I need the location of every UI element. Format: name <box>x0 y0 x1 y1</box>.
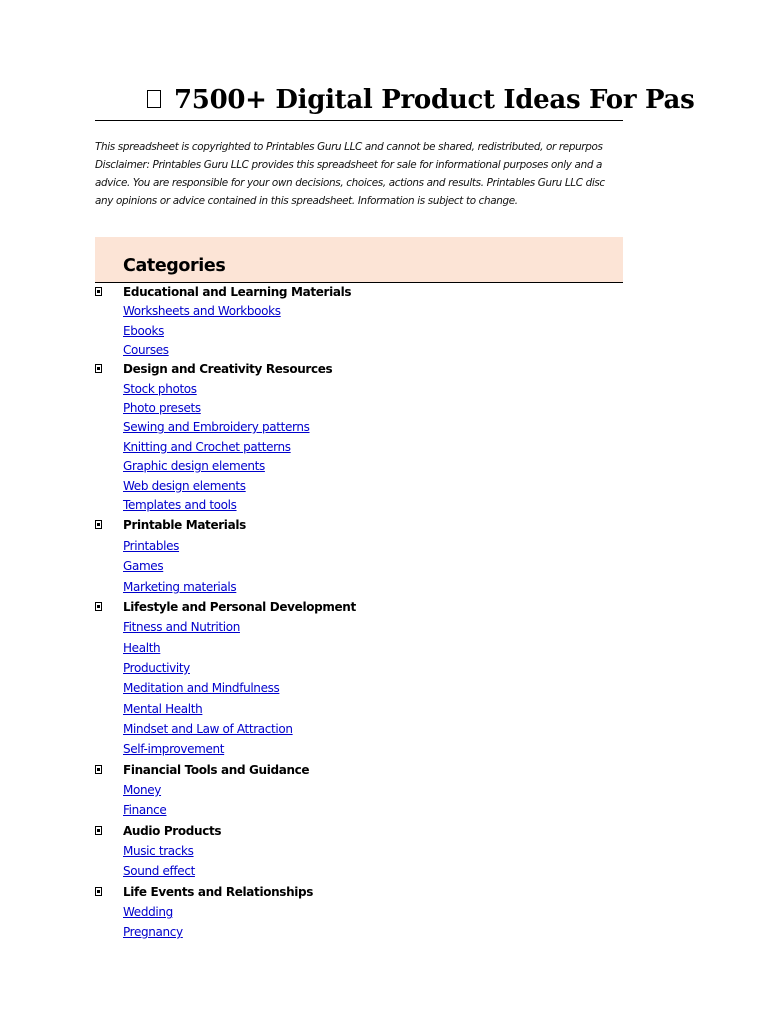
category-group-design <box>95 359 623 379</box>
category-link[interactable] <box>95 536 623 556</box>
category-link[interactable] <box>95 841 623 861</box>
category-link-label[interactable]: Graphic design elements <box>123 459 265 473</box>
category-link[interactable] <box>95 577 623 597</box>
category-link-label[interactable]: Meditation and Mindfulness <box>123 681 280 695</box>
category-group-educational <box>95 282 623 302</box>
category-link-label[interactable]: Mindset and Law of Attraction <box>123 722 293 736</box>
category-link[interactable] <box>95 301 623 321</box>
category-group-label: Educational and Learning Materials <box>123 285 352 299</box>
category-link[interactable] <box>95 861 623 881</box>
category-link[interactable] <box>95 417 623 437</box>
category-group-label: Audio Products <box>123 824 222 838</box>
category-link[interactable] <box>95 379 623 399</box>
category-link-label[interactable]: Templates and tools <box>123 498 237 512</box>
category-link-label[interactable]: Sewing and Embroidery patterns <box>123 420 310 434</box>
disclaimer-notice <box>95 156 623 210</box>
category-link[interactable] <box>95 699 623 719</box>
category-group-label: Financial Tools and Guidance <box>123 763 310 777</box>
categories-heading: Categories <box>123 256 226 276</box>
category-link[interactable] <box>95 556 623 576</box>
category-group-printable <box>95 515 623 535</box>
category-link-label[interactable]: Pregnancy <box>123 925 183 939</box>
category-link-label[interactable]: Courses <box>123 343 169 357</box>
category-link-label[interactable]: Mental Health <box>123 702 203 716</box>
category-link-label[interactable]: Finance <box>123 803 167 817</box>
category-link-label[interactable]: Self-improvement <box>123 742 225 756</box>
category-group-life-events <box>95 882 623 902</box>
collapse-marker-icon <box>95 287 102 296</box>
collapse-marker-icon <box>95 887 102 896</box>
category-group-label: Life Events and Relationships <box>123 885 314 899</box>
category-group-financial <box>95 760 623 780</box>
category-link-label[interactable]: Games <box>123 559 164 573</box>
missing-glyph-icon <box>147 90 161 108</box>
category-link-label[interactable]: Sound effect <box>123 864 195 878</box>
category-link[interactable] <box>95 476 623 496</box>
category-group-label: Printable Materials <box>123 518 246 532</box>
category-link[interactable] <box>95 456 623 476</box>
category-link-label[interactable]: Worksheets and Workbooks <box>123 304 281 318</box>
collapse-marker-icon <box>95 602 102 611</box>
category-link-label[interactable]: Health <box>123 641 161 655</box>
category-link[interactable] <box>95 922 623 942</box>
disclaimer-line: advice. You are responsible for your own decisions, choices, actions and results. Printables Guru LLC disc <box>95 177 605 189</box>
category-link-label[interactable]: Wedding <box>123 905 173 919</box>
category-link-label[interactable]: Marketing materials <box>123 580 237 594</box>
category-link[interactable] <box>95 340 623 360</box>
category-link-label[interactable]: Money <box>123 783 162 797</box>
disclaimer-line: Disclaimer: Printables Guru LLC provides this spreadsheet for sale for informational purposes only and a <box>95 159 603 171</box>
copyright-notice: This spreadsheet is copyrighted to Printables Guru LLC and cannot be shared, redistributed, or repurpos <box>95 141 603 153</box>
category-link[interactable] <box>95 780 623 800</box>
page-title: 7500+ Digital Product Ideas For Pas <box>174 85 695 115</box>
category-link[interactable] <box>95 398 623 418</box>
category-link[interactable] <box>95 321 623 341</box>
category-link[interactable] <box>95 678 623 698</box>
title-row <box>95 80 695 121</box>
category-link-label[interactable]: Knitting and Crochet patterns <box>123 440 291 454</box>
category-link[interactable] <box>95 902 623 922</box>
category-link[interactable] <box>95 800 623 820</box>
category-link[interactable] <box>95 658 623 678</box>
category-group-label: Lifestyle and Personal Development <box>123 600 356 614</box>
category-group-label: Design and Creativity Resources <box>123 362 333 376</box>
collapse-marker-icon <box>95 364 102 373</box>
category-group-lifestyle <box>95 597 623 617</box>
category-link[interactable] <box>95 437 623 457</box>
collapse-marker-icon <box>95 520 102 529</box>
category-group-audio <box>95 821 623 841</box>
category-link[interactable] <box>95 719 623 739</box>
category-link[interactable] <box>95 638 623 658</box>
category-link-label[interactable]: Printables <box>123 539 180 553</box>
category-link-label[interactable]: Stock photos <box>123 382 197 396</box>
category-link[interactable] <box>95 495 623 515</box>
category-link-label[interactable]: Photo presets <box>123 401 201 415</box>
category-link-label[interactable]: Music tracks <box>123 844 194 858</box>
category-link-label[interactable]: Fitness and Nutrition <box>123 620 240 634</box>
collapse-marker-icon <box>95 765 102 774</box>
collapse-marker-icon <box>95 826 102 835</box>
category-link[interactable] <box>95 617 623 637</box>
category-link-label[interactable]: Web design elements <box>123 479 246 493</box>
category-link[interactable] <box>95 739 623 759</box>
category-link-label[interactable]: Ebooks <box>123 324 164 338</box>
category-link-label[interactable]: Productivity <box>123 661 190 675</box>
disclaimer-line: any opinions or advice contained in this spreadsheet. Information is subject to change. <box>95 195 518 207</box>
categories-header <box>95 237 623 283</box>
